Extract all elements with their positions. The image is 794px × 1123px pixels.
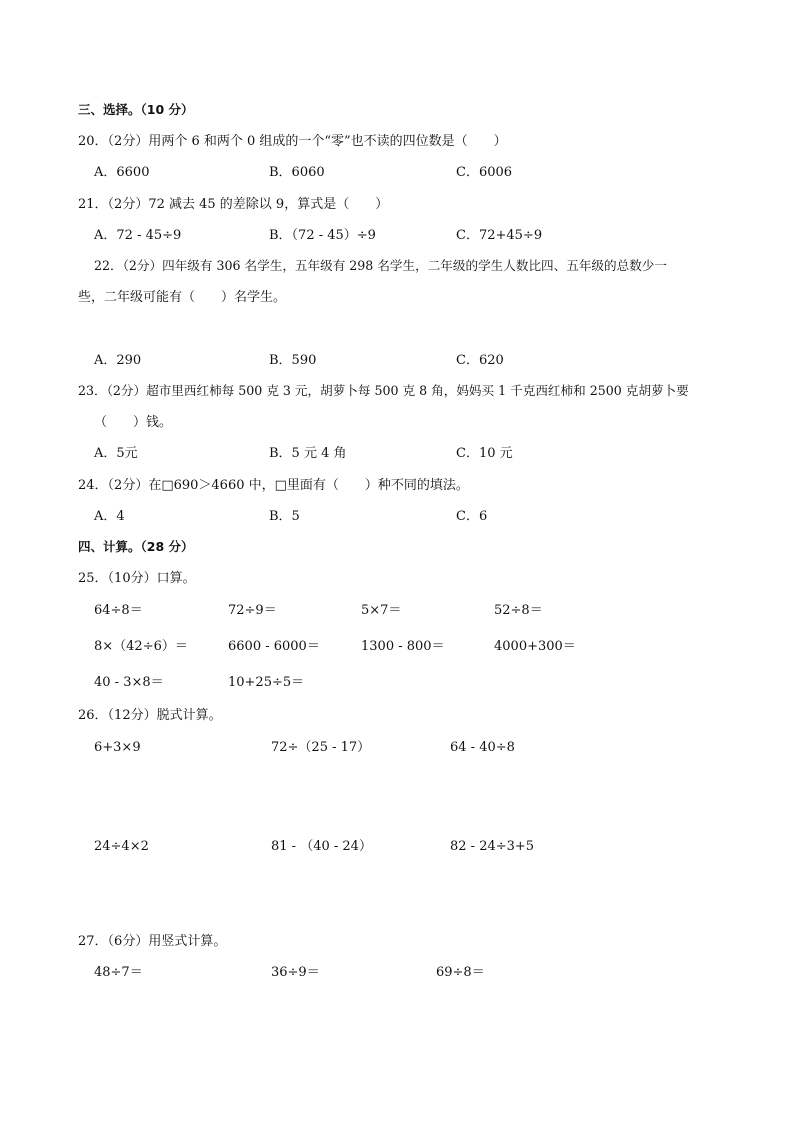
mental-calc-item: 10+25÷5＝ xyxy=(228,675,305,690)
question-22-line2: 些，二年级可能有（ ）名学生。 xyxy=(78,290,287,305)
option-23-a: A．5元 xyxy=(94,446,138,461)
step-calc-item: 72÷（25 - 17） xyxy=(271,740,371,755)
option-24-c: C．6 xyxy=(456,509,488,524)
question-23-line2: （ ）钱。 xyxy=(94,415,173,430)
mental-calc-item: 64÷8＝ xyxy=(94,603,143,618)
step-calc-item: 24÷4×2 xyxy=(94,839,149,854)
step-calc-item: 81 - （40 - 24） xyxy=(271,839,372,854)
vertical-calc-item: 48÷7＝ xyxy=(94,965,143,980)
option-22-b: B．590 xyxy=(269,353,317,368)
section-title-choice: 三、选择。（10 分） xyxy=(78,102,194,117)
section-title-calc: 四、计算。（28 分） xyxy=(78,539,194,554)
option-23-b: B．5 元 4 角 xyxy=(269,446,347,461)
option-20-a: A．6600 xyxy=(94,165,150,180)
question-20: 20．（2分）用两个 6 和两个 0 组成的一个“零”也不读的四位数是（ ） xyxy=(78,134,507,149)
question-23-line1: 23．（2分）超市里西红柿每 500 克 3 元，胡萝卜每 500 克 8 角，妈妈买 1 千克西红柿和 2500 克胡萝卜要 xyxy=(78,383,689,398)
mental-calc-item: 6600 - 6000＝ xyxy=(228,639,320,654)
step-calc-item: 64 - 40÷8 xyxy=(450,740,515,755)
mental-calc-item: 5×7＝ xyxy=(361,603,402,618)
mental-calc-item: 1300 - 800＝ xyxy=(361,639,445,654)
mental-calc-item: 40 - 3×8＝ xyxy=(94,675,164,690)
option-20-b: B．6060 xyxy=(269,165,325,180)
vertical-calc-item: 69÷8＝ xyxy=(436,965,485,980)
option-21-b: B．（72 - 45）÷9 xyxy=(269,228,376,243)
question-27: 27．（6分）用竖式计算。 xyxy=(78,934,227,949)
mental-calc-item: 8×（42÷6）＝ xyxy=(94,639,188,654)
option-24-b: B．5 xyxy=(269,509,300,524)
mental-calc-item: 4000+300＝ xyxy=(494,639,576,654)
option-20-c: C．6006 xyxy=(456,165,513,180)
step-calc-item: 6+3×9 xyxy=(94,740,141,755)
question-24: 24．（2分）在□690＞4660 中，□里面有（ ）种不同的填法。 xyxy=(78,478,469,493)
option-23-c: C．10 元 xyxy=(456,446,513,461)
question-26: 26．（12分）脱式计算。 xyxy=(78,708,222,723)
mental-calc-item: 72÷9＝ xyxy=(228,603,277,618)
option-22-a: A．290 xyxy=(94,353,142,368)
option-21-a: A．72 - 45÷9 xyxy=(94,228,182,243)
question-22-line1: 22．（2分）四年级有 306 名学生，五年级有 298 名学生，二年级的学生人数比四、五年级的总数少一 xyxy=(94,258,667,273)
step-calc-item: 82 - 24÷3+5 xyxy=(450,839,535,854)
vertical-calc-item: 36÷9＝ xyxy=(271,965,320,980)
question-25: 25．（10分）口算。 xyxy=(78,571,196,586)
mental-calc-item: 52÷8＝ xyxy=(494,603,543,618)
question-21: 21．（2分）72 减去 45 的差除以 9，算式是（ ） xyxy=(78,197,389,212)
option-24-a: A．4 xyxy=(94,509,125,524)
option-22-c: C．620 xyxy=(456,353,504,368)
option-21-c: C．72+45÷9 xyxy=(456,228,543,243)
